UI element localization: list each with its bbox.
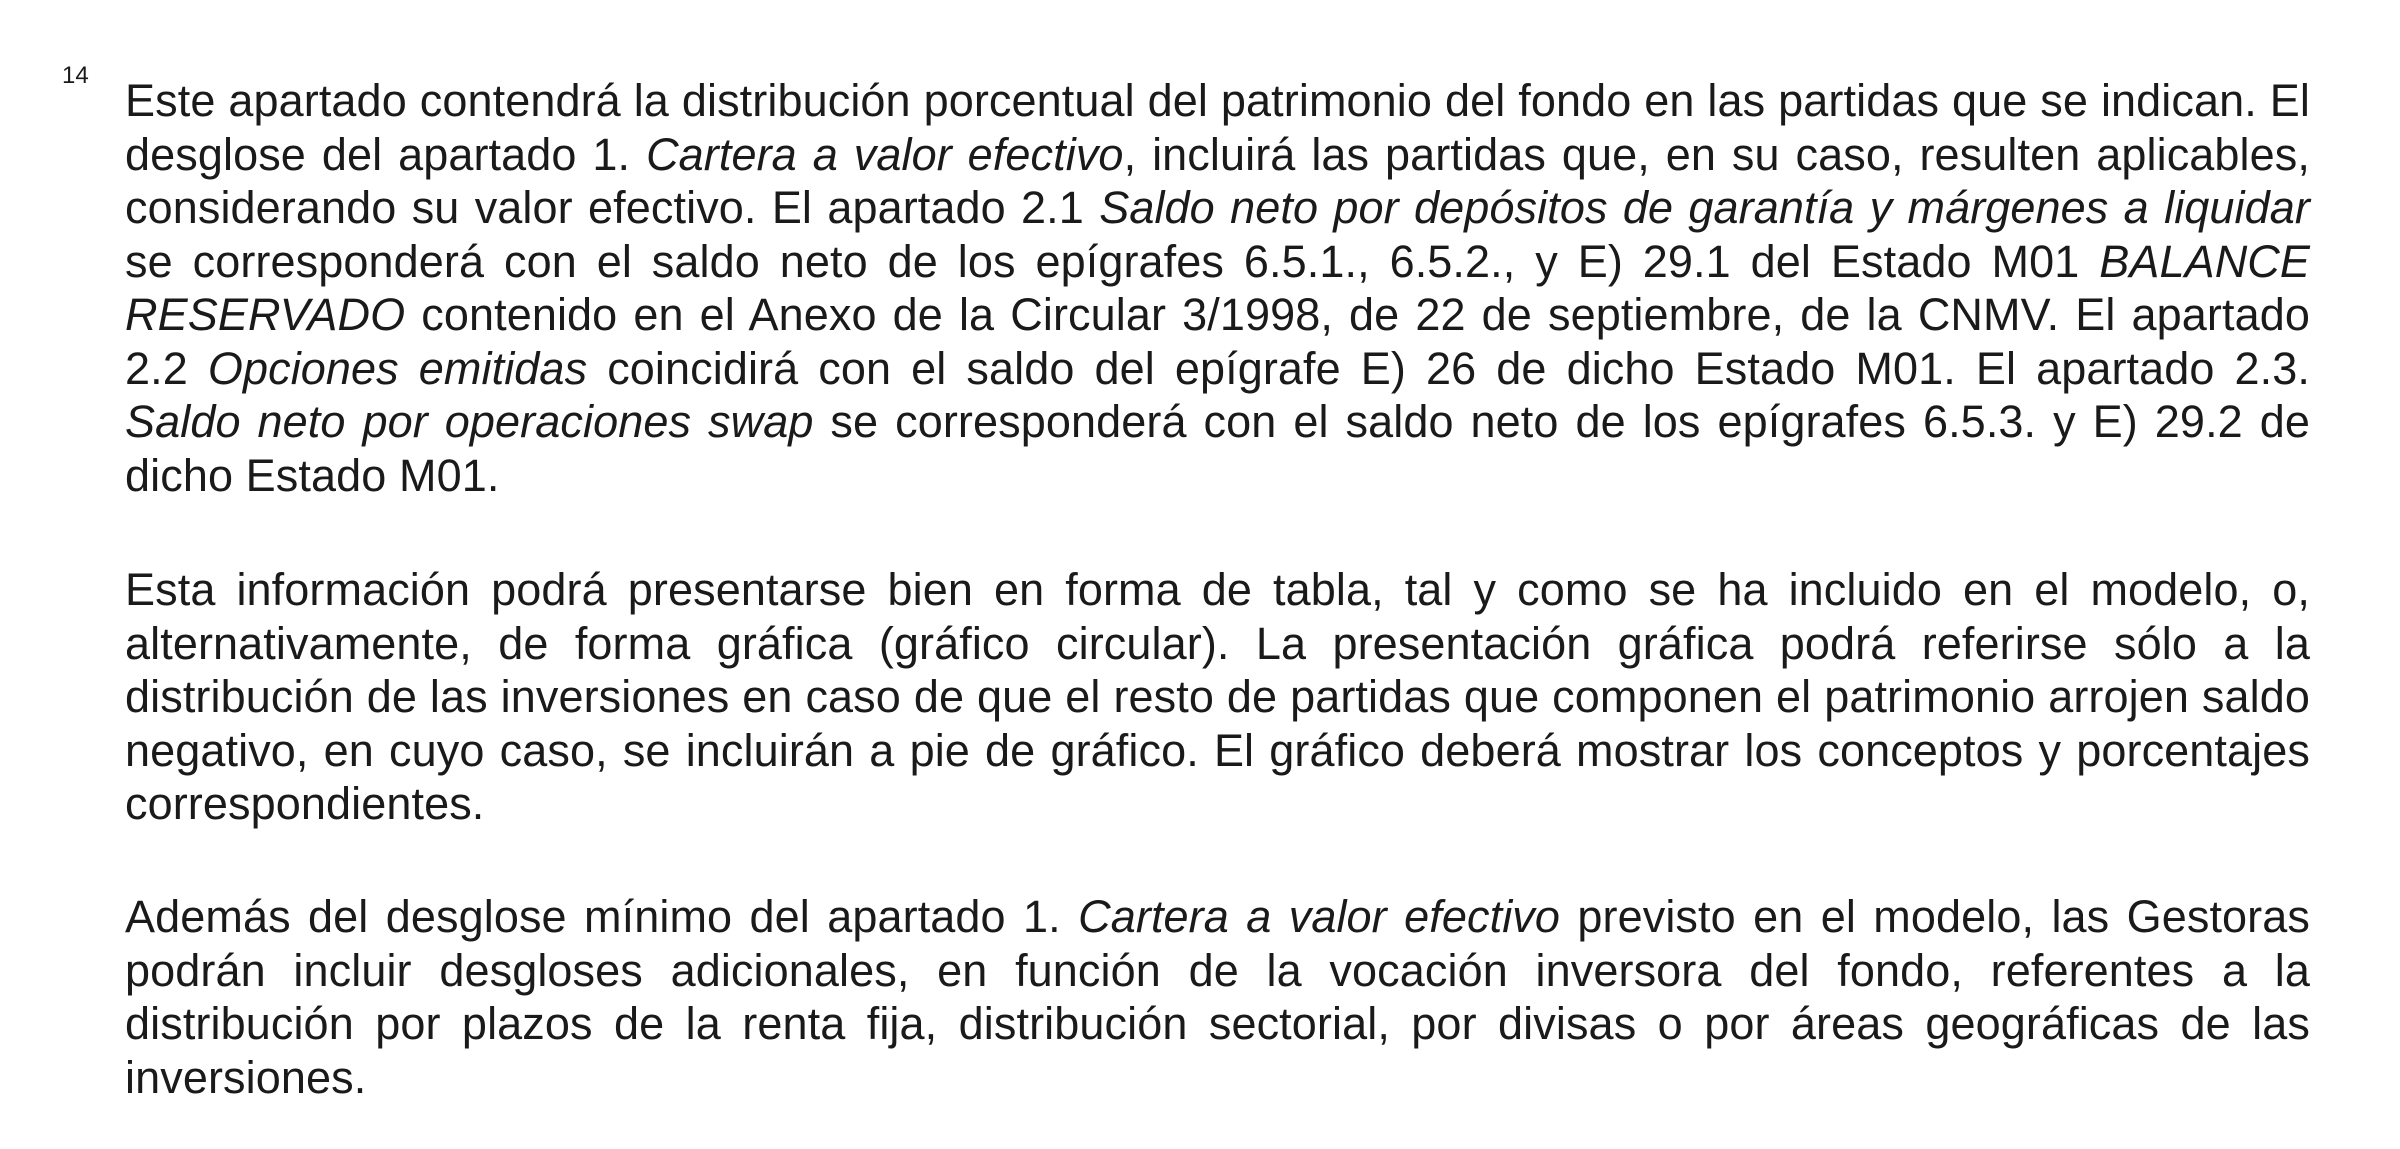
italic-term-cartera: Cartera a valor efectivo [1078, 891, 1561, 942]
italic-term-saldo-neto-depositos: Saldo neto por depósitos de garantía y márgenes a liquidar [1099, 182, 2310, 233]
paragraph-text-run: coincidirá con el saldo del epígrafe E) 26 de dicho Estado M01. El apartado 2.3. [587, 342, 2310, 394]
italic-term-cartera: Cartera a valor efectivo [646, 128, 1124, 180]
footnote-paragraph-1 [125, 74, 2310, 502]
paragraph-text-run: , incluirá las partidas que, en su caso, resulten aplicables, considerando su valor efectivo. El apartado 2.1 [125, 128, 2310, 233]
paragraph-text-run: Esta información podrá presentarse bien en forma de tabla, tal y como se ha incluido en el modelo, o, alternativamente, de forma gráfica (gráfico circular). La presentación gráfica podrá referirse sólo a la distribución de las inversiones en caso de que el resto de partidas que componen el patrimonio arrojen saldo negativo, en cuyo caso, se incluirán a pie de gráfico. El gráfico deberá mostrar los conceptos y porcentajes correspondientes. [125, 564, 2310, 829]
footnote-paragraph-3 [125, 890, 2310, 1104]
paragraph-text-run: Este apartado contendrá la distribución porcentual del patrimonio del fondo en las partidas que se indican. El desglose del apartado 1. [125, 75, 2310, 180]
italic-term-balance-reservado: BALANCE RESERVADO [125, 235, 2310, 340]
paragraph-text-run: previsto en el modelo, las Gestoras podrán incluir desgloses adicionales, en función de la vocación inversora del fondo, referentes a la distribución por plazos de la renta fija, distribución sectorial, por divisas o por áreas geográficas de las inversiones. [125, 891, 2310, 1103]
paragraph-text-run: se corresponderá con el saldo neto de los epígrafes 6.5.1., 6.5.2., y E) 29.1 del Estado M01 [125, 235, 2100, 287]
footnote-number: 14 [62, 62, 89, 89]
italic-term-saldo-neto-swap: Saldo neto por operaciones swap [125, 396, 814, 447]
paragraph-text-run: se corresponderá con el saldo neto de los epígrafes 6.5.3. y E) 29.2 de dicho Estado M01. [125, 396, 2311, 501]
footnote-paragraph-2 [125, 563, 2310, 831]
paragraph-text-run: contenido en el Anexo de la Circular 3/1998, de 22 de septiembre, de la CNMV. El apartado 2.2 [125, 289, 2310, 394]
paragraph-text-run: Además del desglose mínimo del apartado 1. [125, 891, 1079, 942]
italic-term-opciones-emitidas: Opciones emitidas [207, 342, 588, 394]
